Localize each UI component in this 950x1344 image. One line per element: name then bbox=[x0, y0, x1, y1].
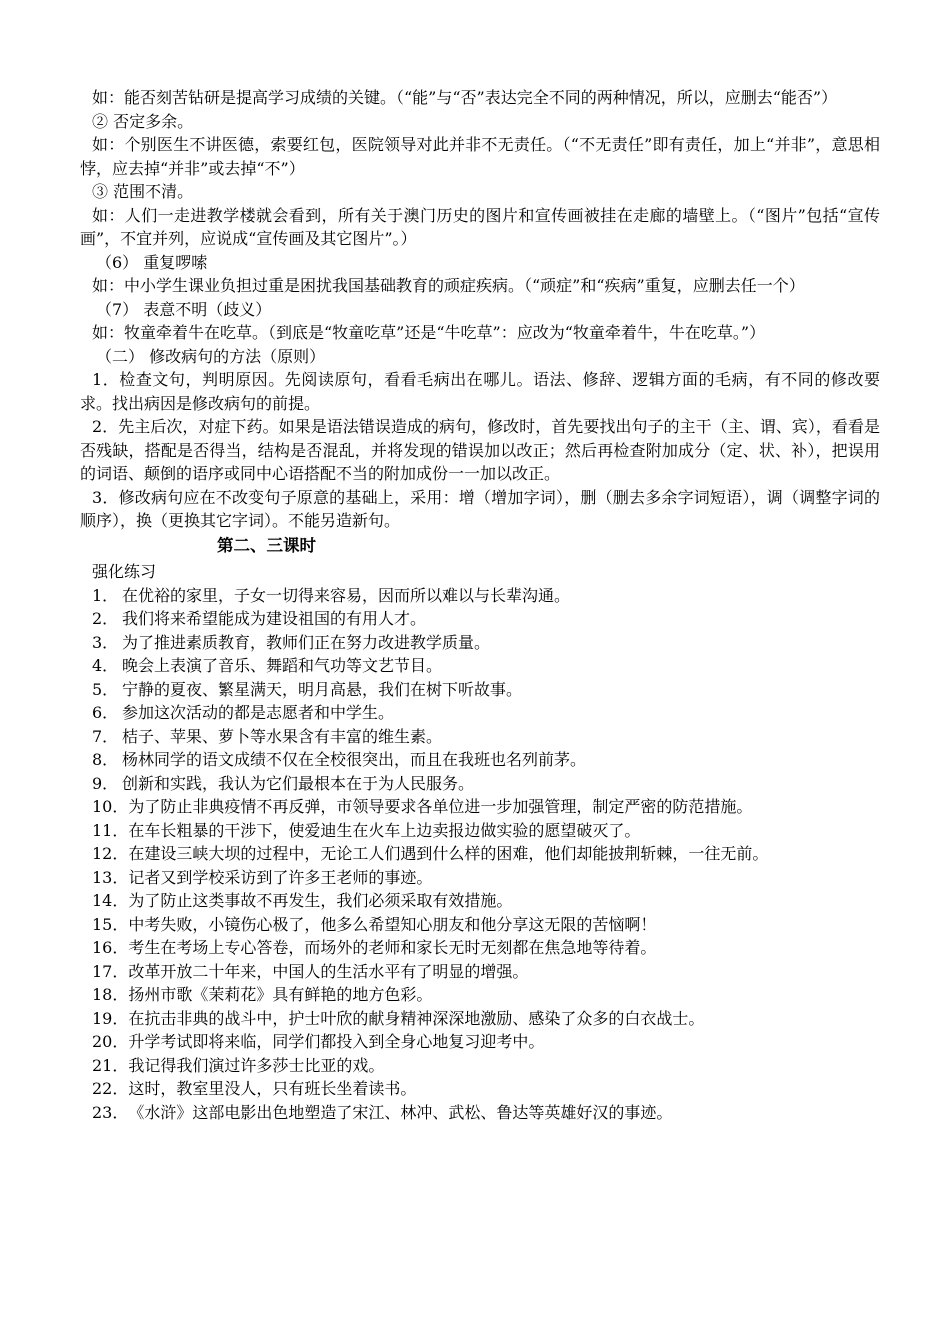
exercise-text: 在优裕的家里，子女一切得来容易，因而所以难以与长辈沟通。 bbox=[122, 585, 571, 605]
exercise-text: 记者又到学校采访到了许多王老师的事迹。 bbox=[128, 867, 433, 887]
exercise-text: 中考失败，小镜伤心极了，他多么希望知心朋友和他分享这无限的苦恼啊！ bbox=[128, 914, 657, 934]
paragraph: 2．先主后次，对症下药。如果是语法错误造成的病句，修改时，首先要找出句子的主干（主、谓、宾），看看是否残缺，搭配是否得当，结构是否混乱，并将发现的错误加以改正；然后再检查附加成分（定、状、补），把误用的词语、颠倒的语序或同中心语搭配不当的附加成份一一加以改正。 bbox=[80, 417, 880, 483]
exercise-item bbox=[80, 842, 880, 866]
exercise-item bbox=[80, 1007, 880, 1031]
exercise-number: 12． bbox=[92, 844, 129, 863]
exercise-item bbox=[80, 607, 880, 631]
exercise-item bbox=[80, 960, 880, 984]
document-page bbox=[80, 86, 880, 1124]
exercise-number: 13． bbox=[92, 867, 129, 887]
exercise-text: 这时，教室里没人，只有班长坐着读书。 bbox=[128, 1079, 417, 1098]
exercise-item bbox=[80, 889, 880, 913]
exercise-item bbox=[80, 819, 880, 843]
exercise-text: 在车长粗暴的干涉下，使爱迪生在火车上边卖报边做实验的愿望破灭了。 bbox=[128, 820, 641, 840]
exercise-number: 3． bbox=[92, 632, 119, 652]
section-title: （二） 修改病句的方法（原则） bbox=[96, 346, 326, 366]
exercise-item bbox=[80, 631, 880, 655]
exercise-text: 扬州市歌《茉莉花》具有鲜艳的地方色彩。 bbox=[128, 985, 433, 1004]
exercise-text: 我们将来希望能成为建设祖国的有用人才。 bbox=[122, 609, 427, 628]
exercise-text: 晚会上表演了音乐、舞蹈和气功等文艺节目。 bbox=[122, 656, 443, 675]
exercise-text: 改革开放二十年来，中国人的生活水平有了明显的增强。 bbox=[128, 961, 529, 981]
exercise-item bbox=[80, 748, 880, 772]
exercise-text: 升学考试即将来临，同学们都投入到全身心地复习迎考中。 bbox=[128, 1032, 545, 1051]
exercise-item bbox=[80, 1101, 880, 1125]
exercise-number: 11． bbox=[92, 820, 129, 840]
exercise-item bbox=[80, 1077, 880, 1101]
exercise-number: 1． bbox=[92, 585, 119, 605]
exercise-number: 8． bbox=[92, 750, 119, 769]
paragraph: 如：能否刻苦钻研是提高学习成绩的关键。（“能”与“否”表达完全不同的两种情况，所以，应删去“能否”） bbox=[92, 88, 838, 107]
paragraph: ③ 范围不清。 bbox=[92, 182, 194, 201]
exercise-text: 《水浒》这部电影出色地塑造了宋江、林冲、武松、鲁达等英雄好汉的事迹。 bbox=[128, 1102, 673, 1122]
exercise-text: 杨林同学的语文成绩不仅在全校很突出，而且在我班也名列前茅。 bbox=[122, 750, 587, 769]
paragraph: 如：牧童牵着牛在吃草。（到底是“牧童吃草”还是“牛吃草”：应改为“牧童牵着牛，牛在吃草。”） bbox=[92, 323, 766, 342]
exercise-number: 21． bbox=[92, 1055, 129, 1075]
exercise-item bbox=[80, 936, 880, 960]
exercise-text: 为了防止非典疫情不再反弹，市领导要求各单位进一步加强管理，制定严密的防范措施。 bbox=[128, 797, 753, 816]
exercise-number: 15． bbox=[92, 914, 129, 934]
exercise-item bbox=[80, 866, 880, 890]
exercise-number: 2． bbox=[92, 609, 119, 628]
subsection-title: （7） 表意不明（歧义） bbox=[96, 299, 272, 319]
exercise-item bbox=[80, 584, 880, 608]
exercise-text: 在建设三峡大坝的过程中，无论工人们遇到什么样的困难，他们却能披荆斩棘，一往无前。 bbox=[128, 844, 769, 863]
exercise-item bbox=[80, 983, 880, 1007]
exercise-item bbox=[80, 795, 880, 819]
exercise-list bbox=[80, 584, 880, 1125]
exercise-item bbox=[80, 654, 880, 678]
paragraph: ② 否定多余。 bbox=[92, 111, 194, 131]
exercise-number: 18． bbox=[92, 985, 129, 1004]
exercise-number: 22． bbox=[92, 1079, 129, 1098]
exercise-text: 为了防止这类事故不再发生，我们必须采取有效措施。 bbox=[128, 891, 513, 910]
exercise-item bbox=[80, 701, 880, 725]
exercise-text: 我记得我们演过许多莎士比亚的戏。 bbox=[128, 1055, 385, 1075]
exercise-item bbox=[80, 678, 880, 702]
exercise-number: 5． bbox=[92, 679, 119, 699]
exercise-number: 6． bbox=[92, 703, 119, 722]
exercise-number: 16． bbox=[92, 938, 129, 957]
exercise-item bbox=[80, 913, 880, 937]
exercise-number: 19． bbox=[92, 1008, 129, 1028]
exercise-number: 14． bbox=[92, 891, 129, 910]
exercise-number: 10． bbox=[92, 797, 129, 816]
exercise-item bbox=[80, 725, 880, 749]
exercise-text: 为了推进素质教育，教师们正在努力改进教学质量。 bbox=[122, 632, 491, 652]
paragraph: 3．修改病句应在不改变句子原意的基础上，采用：增（增加字词），删（删去多余字词短语），调（调整字词的顺序），换（更换其它字词）。不能另造新句。 bbox=[80, 487, 880, 530]
lesson-heading: 第二、三课时 bbox=[217, 535, 316, 555]
exercise-item bbox=[80, 1030, 880, 1054]
paragraph: 如：中小学生课业负担过重是困扰我国基础教育的顽症疾病。（“顽症”和“疾病”重复，应删去任一个） bbox=[92, 276, 805, 295]
exercise-item bbox=[80, 1054, 880, 1078]
exercise-text: 在抗击非典的战斗中，护士叶欣的献身精神深深地激励、感染了众多的白衣战士。 bbox=[128, 1008, 705, 1028]
exercise-number: 7． bbox=[92, 726, 119, 746]
exercise-number: 23． bbox=[92, 1102, 129, 1122]
exercise-text: 桔子、苹果、萝卜等水果含有丰富的维生素。 bbox=[122, 726, 443, 746]
exercise-number: 20． bbox=[92, 1032, 129, 1051]
practice-title: 强化练习 bbox=[92, 562, 157, 581]
exercise-text: 参加这次活动的都是志愿者和中学生。 bbox=[122, 703, 395, 722]
exercise-number: 17． bbox=[92, 961, 129, 981]
exercise-text: 宁静的夏夜、繁星满天，明月高悬，我们在树下听故事。 bbox=[122, 679, 523, 699]
exercise-item bbox=[80, 772, 880, 796]
exercise-text: 创新和实践，我认为它们最根本在于为人民服务。 bbox=[122, 773, 475, 793]
exercise-number: 9． bbox=[92, 773, 119, 793]
exercise-text: 考生在考场上专心答卷，而场外的老师和家长无时无刻都在焦急地等待着。 bbox=[128, 938, 657, 957]
subsection-title: （6） 重复啰嗦 bbox=[96, 252, 208, 272]
paragraph: 如：个别医生不讲医德，索要红包，医院领导对此并非不无责任。（“不无责任”即有责任，加上“并非”，意思相悖，应去掉“并非”或去掉“不”） bbox=[80, 135, 880, 178]
paragraph: 1．检查文句，判明原因。先阅读原句，看看毛病出在哪儿。语法、修辞、逻辑方面的毛病，有不同的修改要求。找出病因是修改病句的前提。 bbox=[80, 370, 880, 413]
paragraph: 如：人们一走进教学楼就会看到，所有关于澳门历史的图片和宣传画被挂在走廊的墙壁上。（“图片”包括“宣传画”，不宜并列，应说成“宣传画及其它图片”。） bbox=[80, 205, 880, 248]
exercise-number: 4． bbox=[92, 656, 119, 675]
